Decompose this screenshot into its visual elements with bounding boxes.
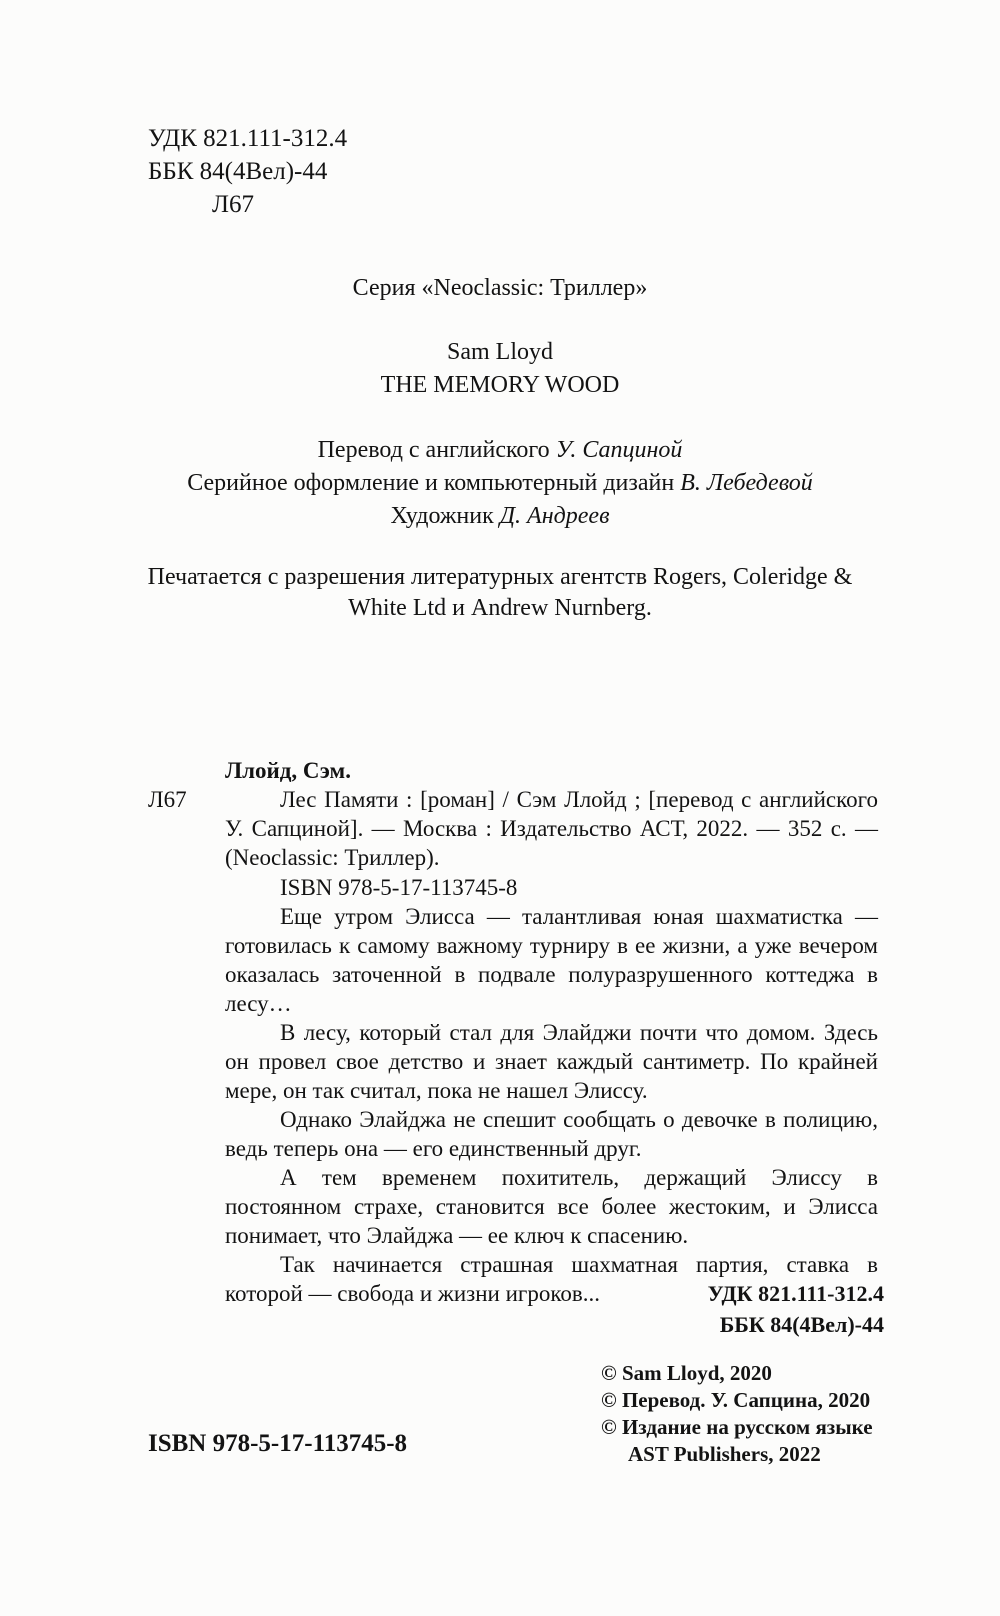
credit-translator-name: У. Сапциной — [555, 437, 683, 463]
copyright-author: © Sam Lloyd, 2020 — [601, 1361, 772, 1385]
original-author: Sam Lloyd — [447, 339, 553, 365]
credit-designer-label: Серийное оформление и компьютерный дизайн — [187, 470, 681, 496]
bbk-code: ББК 84(4Вел)-44 — [148, 158, 328, 185]
credit-artist — [0, 500, 1000, 533]
credit-translator-label: Перевод с английского — [317, 437, 556, 463]
credit-translator — [0, 434, 1000, 467]
annotation-paragraph: В лесу, который стал для Элайджи почти что домом. Здесь он провел свое детство и знает каждый сантиметр. По крайней мере, он так считал, пока не нашел Элиссу. — [225, 1020, 878, 1103]
series-line: Серия «Neoclassic: Триллер» — [352, 275, 648, 301]
bottom-udk-code: УДК 821.111-312.4 — [707, 1281, 884, 1306]
annotation-paragraph: Так начинается страшная шахматная партия, ставка в которой — свобода и жизни игроков... — [225, 1252, 878, 1306]
catalog-card-column — [148, 756, 878, 1308]
credit-artist-name: Д. Андреев — [499, 503, 610, 529]
credit-artist-label: Художник — [390, 503, 500, 529]
catalog-isbn: ISBN 978-5-17-113745-8 — [280, 875, 518, 900]
bottom-bbk-code: ББК 84(4Вел)-44 — [719, 1312, 884, 1337]
permission-notice — [0, 562, 1000, 624]
annotation-paragraph: Еще утром Элисса — талантливая юная шахматистка — готовилась к самому важному турниру в ее жизни, а уже вечером оказалась заточенной в подвале полуразрушенного коттеджа в лесу… — [225, 904, 878, 1016]
udk-code: УДК 821.111-312.4 — [148, 125, 348, 152]
catalog-description: Лес Памяти : [роман] / Сэм Ллойд ; [перевод с английского У. Сапциной]. — Москва : Издательство АСТ, 2022. — 352 с. — (Neoclassic: Триллер). — [225, 787, 878, 870]
copyright-publisher: © Издание на русском языке AST Publishers, 2022 — [601, 1415, 873, 1466]
copyright-block — [601, 1360, 901, 1468]
annotation-block — [225, 902, 878, 1308]
permission-line-2: White Ltd и Andrew Nurnberg. — [348, 595, 652, 621]
annotation-paragraph: Однако Элайджа не спешит сообщать о девочке в полицию, ведь теперь она — его единственный друг. — [225, 1107, 878, 1161]
top-cataloging-codes — [148, 122, 347, 221]
original-title-block — [0, 336, 1000, 402]
catalog-entry — [148, 785, 878, 902]
author-sign-code: Л67 — [212, 191, 254, 218]
shelf-code: Л67 — [148, 787, 187, 812]
bottom-cataloging-codes — [708, 1278, 884, 1340]
original-title: THE MEMORY WOOD — [380, 372, 620, 398]
annotation-paragraph: А тем временем похититель, держащий Элиссу в постоянном страхе, становится все более жестоким, и Элисса понимает, что Элайджа — ее ключ к спасению. — [225, 1165, 878, 1248]
copyright-translation: © Перевод. У. Сапцина, 2020 — [601, 1388, 871, 1412]
credits-block — [0, 434, 1000, 533]
catalog-author-heading: Ллойд, Сэм. — [225, 758, 351, 783]
credit-designer — [0, 467, 1000, 500]
isbn-bottom: ISBN 978-5-17-113745-8 — [148, 1430, 408, 1457]
permission-line-1: Печатается с разрешения литературных агентств Rogers, Coleridge & — [147, 564, 853, 590]
credit-designer-name: В. Лебедевой — [680, 470, 813, 496]
